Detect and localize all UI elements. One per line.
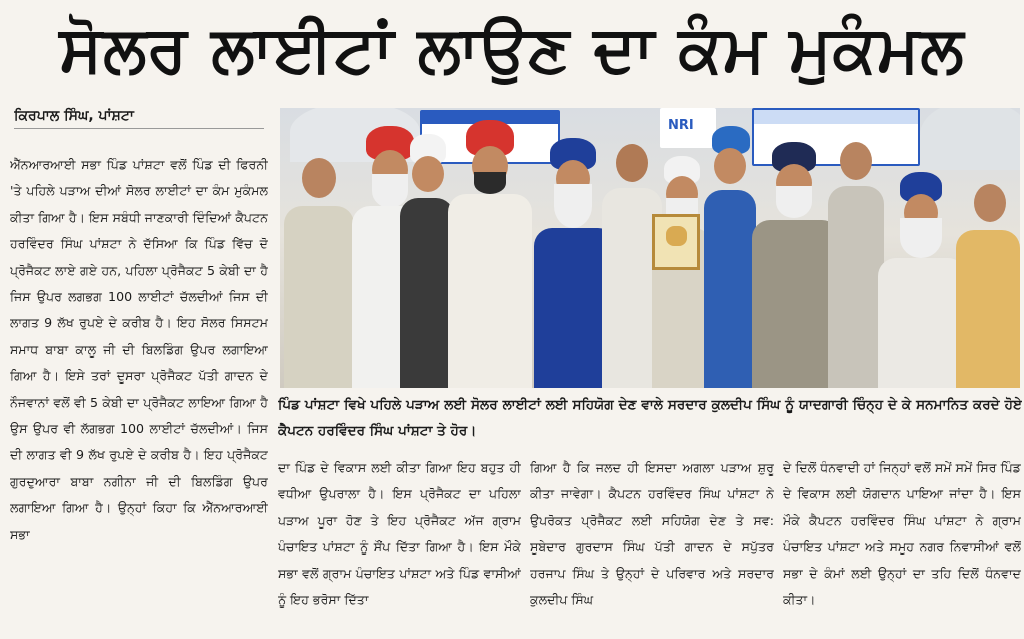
person-1 — [284, 148, 354, 388]
column-4-text: ਦੇ ਦਿਲੋਂ ਧੰਨਵਾਦੀ ਹਾਂ ਜਿਨ੍ਹਾਂ ਵਲੋਂ ਸਮੇਂ ਸਮੇਂ ਸਿਰ ਪਿੰਡ ਦੇ ਵਿਕਾਸ ਲਈ ਯੋਗਦਾਨ ਪਾਇਆ ਜਾਂਦਾ ਹੈ। ਇਸ ਮੌਕੇ ਕੈਪਟਨ ਹਰਵਿੰਦਰ ਸਿੰਘ ਪਾਂਸ਼ਟਾ ਨੇ ਗ੍ਰਾਮ ਪੰਚਾਇਤ ਪਾਂਸ਼ਟਾ ਅਤੇ ਸਮੂਹ ਨਗਰ ਨਿਵਾਸੀਆਂ ਵਲੋਂ ਸਭਾ ਦੇ ਕੰਮਾਂ ਲਈ ਉਨ੍ਹਾਂ ਦਾ ਤਹਿ ਦਿਲੋਂ ਧੰਨਵਾਦ ਕੀਤਾ। — [783, 460, 1021, 608]
article-column-2 — [278, 455, 521, 639]
headline: ਸੋਲਰ ਲਾਈਟਾਂ ਲਾਉਣ ਦਾ ਕੰਮ ਮੁਕੰਮਲ — [59, 13, 965, 87]
canopy-right — [920, 108, 1020, 170]
person-8 — [704, 126, 756, 388]
column-3-text: ਗਿਆ ਹੈ ਕਿ ਜਲਦ ਹੀ ਇਸਦਾ ਅਗਲਾ ਪੜਾਅ ਸ਼ੁਰੂ ਕੀਤਾ ਜਾਵੇਗਾ। ਕੈਪਟਨ ਹਰਵਿੰਦਰ ਸਿੰਘ ਪਾਂਸ਼ਟਾ ਨੇ ਉਪਰੋਕਤ ਪ੍ਰੋਜੈਕਟ ਲਈ ਸਹਿਯੋਗ ਦੇਣ ਤੇ ਸਵ: ਸੂਬੇਦਾਰ ਗੁਰਦਾਸ ਸਿੰਘ ਪੱਤੀ ਗਾਦਨ ਦੇ ਸਪੁੱਤਰ ਹਰਜਾਪ ਸਿੰਘ ਤੇ ਉਨ੍ਹਾਂ ਦੇ ਪਰਿਵਾਰ ਅਤੇ ਸਰਦਾਰ ਕੁਲਦੀਪ ਸਿੰਘ — [530, 460, 774, 608]
column-1-text: ਐੱਨਆਰਆਈ ਸਭਾ ਪਿੰਡ ਪਾਂਸ਼ਟਾ ਵਲੋਂ ਪਿੰਡ ਦੀ ਫਿਰਨੀ 'ਤੇ ਪਹਿਲੇ ਪੜਾਅ ਦੀਆਂ ਸੋਲਰ ਲਾਈਟਾਂ ਦਾ ਕੰਮ ਮੁਕੰਮਲ ਕੀਤਾ ਗਿਆ ਹੈ। ਇਸ ਸਬੰਧੀ ਜਾਣਕਾਰੀ ਦਿੰਦਿਆਂ ਕੈਪਟਨ ਹਰਵਿੰਦਰ ਸਿੰਘ ਪਾਂਸ਼ਟਾ ਨੇ ਦੱਸਿਆ ਕਿ ਪਿੰਡ ਵਿੱਚ ਦੋ ਪ੍ਰੋਜੈਕਟ ਲਾਏ ਗਏ ਹਨ, ਪਹਿਲਾ ਪ੍ਰੋਜੈਕਟ 5 ਕੇਬੀ ਦਾ ਹੈ ਜਿਸ ਉਪਰ ਲਗਭਗ 100 ਲਾਈਟਾਂ ਚੱਲਦੀਆਂ ਜਿਸ ਦੀ ਲਾਗਤ 9 ਲੱਖ ਰੁਪਏ ਦੇ ਕਰੀਬ ਹੈ। ਇਹ ਸੋਲਰ ਸਿਸਟਮ ਸਮਾਧ ਬਾਬਾ ਕਾਲੂ ਜੀ ਦੀ ਬਿਲਡਿੰਗ ਉਪਰ ਲਗਾਇਆ ਗਿਆ ਹੈ। ਇਸੇ ਤਰਾਂ ਦੂਸਰਾ ਪ੍ਰੋਜੈਕਟ ਪੱਤੀ ਗਾਦਨ ਦੇ ਨੌਜਵਾਨਾਂ ਵਲੋਂ ਵੀ 5 ਕੇਬੀ ਦਾ ਪ੍ਰੋਜੈਕਟ ਲਾਇਆ ਗਿਆ ਹੈ ਉਸ ਉਪਰ ਵੀ ਲੱਗਭਗ 100 ਲਾਈਟਾਂ ਚੱਲਦੀਆਂ। ਜਿਸ ਦੀ ਲਾਗਤ ਵੀ 9 ਲੱਖ ਰੁਪਏ ਦੇ ਕਰੀਬ ਹੈ। ਇਹ ਪ੍ਰੋਜੈਕਟ ਗੁਰਦੁਆਰਾ ਬਾਬਾ ਨਗੀਨਾ ਜੀ ਦੀ ਬਿਲਡਿੰਗ ਉਪਰ ਲਗਾਇਆ ਗਿਆ ਹੈ। ਉਨ੍ਹਾਂ ਕਿਹਾ ਕਿ ਐੱਨਆਰਆਈ ਸਭਾ — [10, 157, 268, 542]
memento-frame-1 — [652, 214, 700, 270]
person-12 — [956, 184, 1020, 388]
person-3 — [400, 134, 454, 388]
column-2-text: ਦਾ ਪਿੰਡ ਦੇ ਵਿਕਾਸ ਲਈ ਕੀਤਾ ਗਿਆ ਇਹ ਬਹੁਤ ਹੀ ਵਧੀਆ ਉਪਰਾਲਾ ਹੈ। ਇਸ ਪ੍ਰੋਜੈਕਟ ਦਾ ਪਹਿਲਾ ਪੜਾਅ ਪੂਰਾ ਹੋਣ ਤੇ ਇਹ ਪ੍ਰੋਜੈਕਟ ਅੱਜ ਗ੍ਰਾਮ ਪੰਚਾਇਤ ਪਾਂਸ਼ਟਾ ਨੂੰ ਸੌਂਪ ਦਿੱਤਾ ਗਿਆ ਹੈ। ਇਸ ਮੌਕੇ ਸਭਾ ਵਲੋਂ ਗ੍ਰਾਮ ਪੰਚਾਇਤ ਪਾਂਸ਼ਟਾ ਅਤੇ ਪਿੰਡ ਵਾਸੀਆਂ ਨੂੰ ਇਹ ਭਰੋਸਾ ਦਿੱਤਾ — [278, 460, 521, 608]
article-column-1 — [10, 152, 268, 636]
photo-caption: ਪਿੰਡ ਪਾਂਸ਼ਟਾ ਵਿਖੇ ਪਹਿਲੇ ਪੜਾਅ ਲਈ ਸੋਲਰ ਲਾਈਟਾਂ ਲਈ ਸਹਿਯੋਗ ਦੇਣ ਵਾਲੇ ਸਰਦਾਰ ਕੁਲਦੀਪ ਸਿੰਘ ਨੂੰ ਯਾਦਗਾਰੀ ਚਿੰਨ੍ਹ ਦੇ ਕੇ ਸਨਮਾਨਿਤ ਕਰਦੇ ਹੋਏ ਕੈਪਟਨ ਹਰਵਿੰਦਰ ਸਿੰਘ ਪਾਂਸ਼ਟਾ ਤੇ ਹੋਰ। — [278, 397, 1022, 439]
person-4 — [448, 120, 532, 388]
person-7 — [652, 156, 712, 388]
byline: ਕਿਰਪਾਲ ਸਿੰਘ, ਪਾਂਸ਼ਟਾ — [14, 103, 264, 129]
news-photo — [280, 108, 1020, 388]
article-column-4 — [783, 455, 1021, 639]
article-column-3 — [530, 455, 774, 639]
person-11 — [876, 172, 966, 388]
banner-nri-text: NRI — [668, 118, 694, 133]
person-9 — [750, 142, 840, 388]
